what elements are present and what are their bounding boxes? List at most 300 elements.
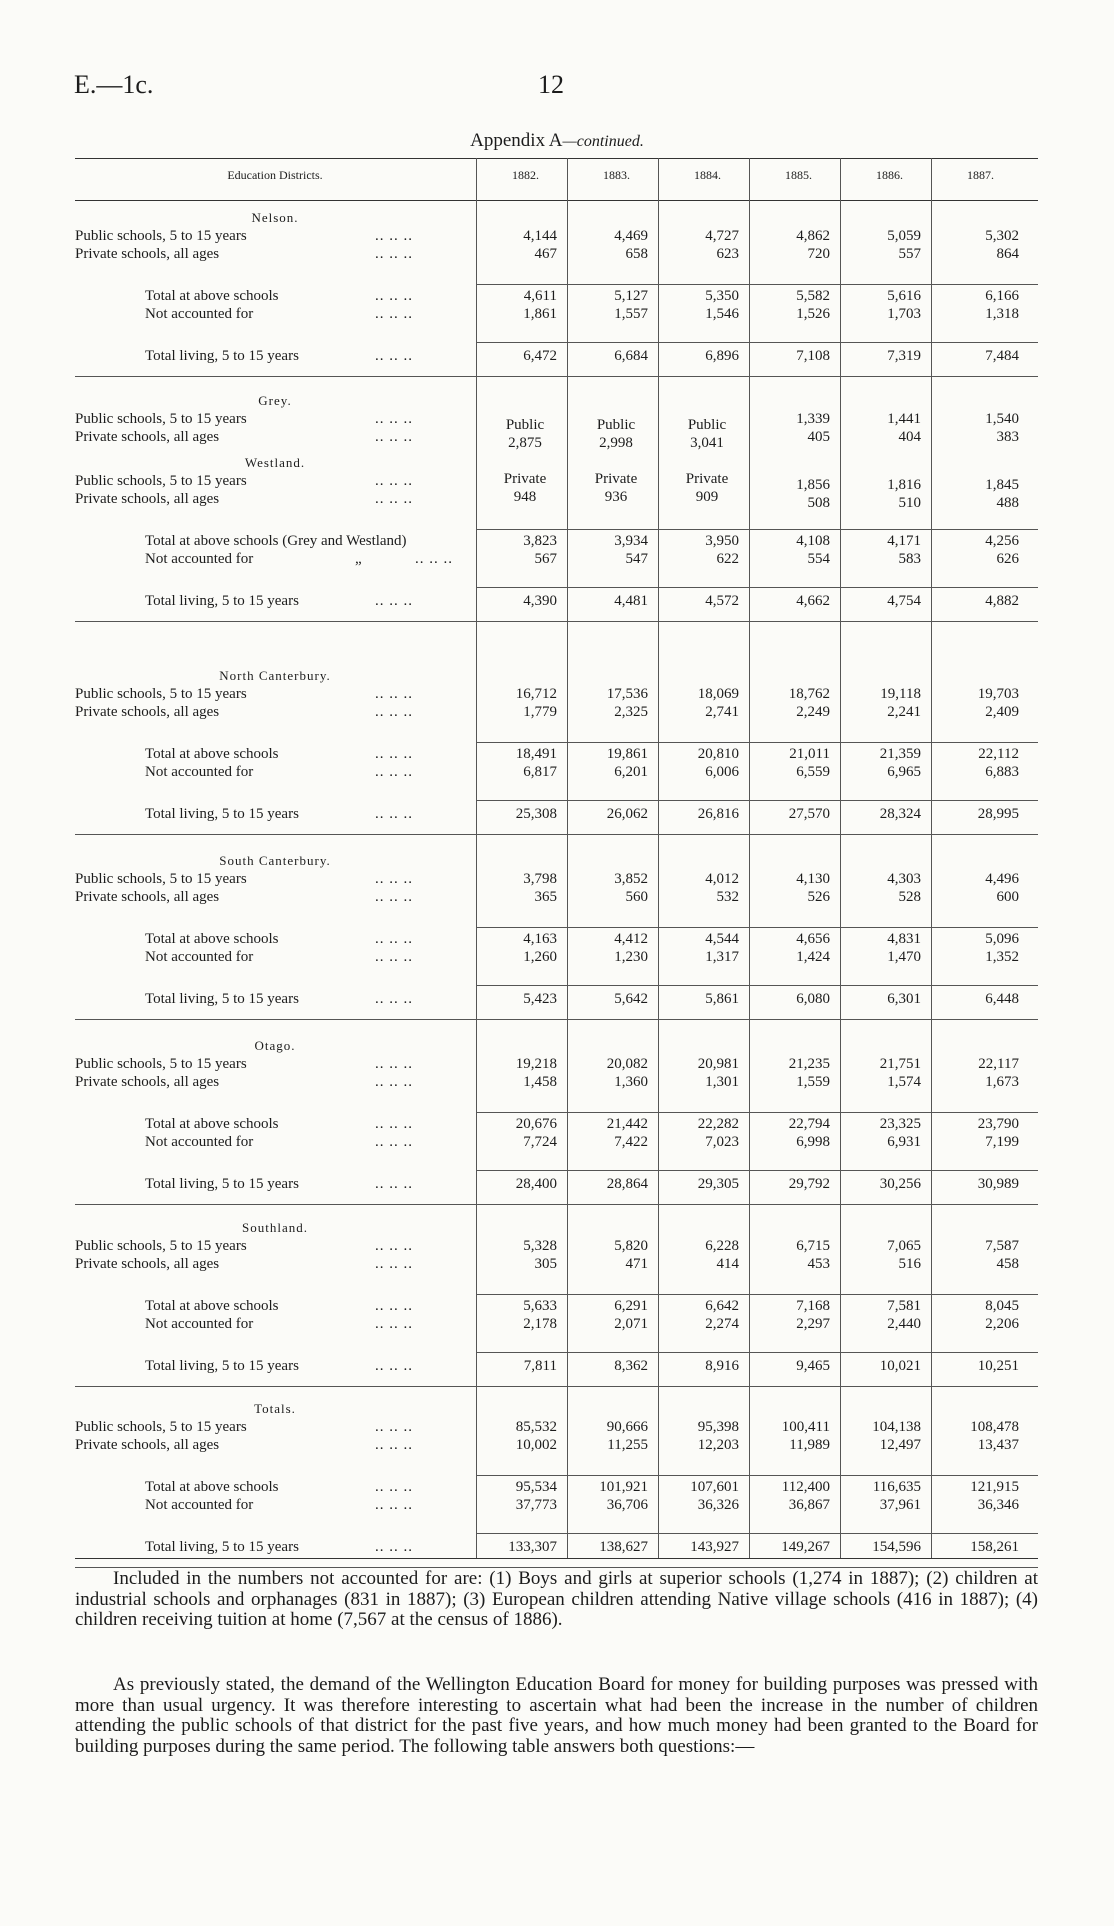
cell-value: 36,326 [697, 1497, 739, 1513]
leader-dots: .. .. .. [375, 1479, 413, 1495]
cell-value: 7,168 [796, 1298, 830, 1314]
cell-value: 4,882 [985, 593, 1019, 609]
cell-value: 20,082 [606, 1056, 648, 1072]
row-label-private: Private schools, all ages [75, 429, 220, 445]
cell-value: 154,596 [872, 1539, 921, 1555]
cell-value: 6,006 [705, 764, 739, 780]
row-label-living: Total living, 5 to 15 years [145, 1176, 299, 1192]
header-districts: Education Districts. [227, 168, 323, 182]
cell-value: 107,601 [690, 1479, 739, 1495]
cell-value: 5,633 [523, 1298, 557, 1314]
cell-value: 2,178 [523, 1316, 557, 1332]
row-label-public: Public schools, 5 to 15 years [75, 871, 247, 887]
cell-value: 4,130 [796, 871, 830, 887]
cell-value: 1,574 [887, 1074, 921, 1090]
leader-dots: .. .. .. [375, 1134, 413, 1150]
cell-value: 95,398 [697, 1419, 739, 1435]
cell-value: 1,470 [887, 949, 921, 965]
cell-value: 7,065 [887, 1238, 921, 1254]
cell-value: 13,437 [977, 1437, 1019, 1453]
section-bottom-line [75, 1019, 1038, 1020]
cell-value: 3,950 [705, 533, 739, 549]
cell-value: 36,867 [788, 1497, 830, 1513]
row-label-not-accounted: Not accounted for [145, 1497, 254, 1513]
cell-value: 7,319 [887, 348, 921, 364]
leader-dots: .. .. .. [375, 288, 413, 304]
cell-value: 27,570 [788, 806, 830, 822]
cell-value: 18,069 [697, 686, 739, 702]
combined-public-value: 2,998 [599, 435, 633, 451]
row-label-private: Private schools, all ages [75, 1256, 220, 1272]
section-heading: Otago. [254, 1038, 296, 1053]
section-bottom-line [75, 376, 1038, 377]
cell-value: 6,301 [887, 991, 921, 1007]
column-line [840, 158, 841, 1558]
cell-value: 6,228 [705, 1238, 739, 1254]
cell-value: 23,790 [977, 1116, 1019, 1132]
column-line [476, 158, 477, 1558]
cell-value: 28,400 [515, 1176, 557, 1192]
living-line [476, 1533, 1038, 1534]
column-line [658, 158, 659, 1558]
subtotal-line [476, 529, 1038, 530]
leader-dots: .. .. .. [375, 1176, 413, 1192]
cell-value: 5,642 [614, 991, 648, 1007]
cell-value: 22,112 [978, 746, 1019, 762]
cell-value: 22,282 [697, 1116, 739, 1132]
cell-value: 1,441 [887, 411, 921, 427]
leader-dots: .. .. .. [375, 871, 413, 887]
row-label-private: Private schools, all ages [75, 1074, 220, 1090]
leader-dots: .. .. .. [375, 1056, 413, 1072]
cell-value: 95,534 [515, 1479, 557, 1495]
leader-dots: .. .. .. [375, 306, 413, 322]
cell-value: 158,261 [970, 1539, 1019, 1555]
cell-value: 101,921 [599, 1479, 648, 1495]
cell-value: 5,302 [985, 228, 1019, 244]
leader-dots: .. .. .. [375, 491, 413, 507]
cell-value: 1,540 [985, 411, 1019, 427]
cell-value: 8,362 [614, 1358, 648, 1374]
leader-dots: .. .. .. [375, 348, 413, 364]
row-label-public: Public schools, 5 to 15 years [75, 228, 247, 244]
table-bottom-rule [75, 1558, 1038, 1559]
row-label-total: Total at above schools [145, 1116, 279, 1132]
cell-value: 8,045 [985, 1298, 1019, 1314]
row-label-private: Private schools, all ages [75, 1437, 220, 1453]
cell-value: 365 [534, 889, 557, 905]
cell-value: 528 [898, 889, 921, 905]
body-paragraph: As previously stated, the demand of the Wellington Education Board for money for building purposes was pressed with more than usual urgency. It was therefore interesting to ascertain what had been the increase in the number of children attending the public schools of that district for the past five years, and how much money had been granted to the Board for building purposes during the same period. The following table answers both questions:— [75, 1674, 1038, 1757]
cell-value: 1,845 [985, 477, 1019, 493]
cell-value: 6,080 [796, 991, 830, 1007]
cell-value: 36,706 [606, 1497, 648, 1513]
cell-value: 6,817 [523, 764, 557, 780]
cell-value: 4,727 [705, 228, 739, 244]
row-label-private: Private schools, all ages [75, 246, 220, 262]
cell-value: 20,810 [697, 746, 739, 762]
leader-dots: .. .. .. [375, 1316, 413, 1332]
leader-dots: .. .. .. [375, 1256, 413, 1272]
cell-value: 26,062 [606, 806, 648, 822]
leader-dots: .. .. .. [375, 1238, 413, 1254]
cell-value: 305 [534, 1256, 557, 1272]
ditto-mark: „ [355, 551, 363, 567]
combined-public-word: Public [687, 417, 727, 433]
cell-value: 1,458 [523, 1074, 557, 1090]
leader-dots: .. .. .. [375, 1539, 413, 1555]
living-line [476, 342, 1038, 343]
leader-dots: .. .. .. [375, 1437, 413, 1453]
subtotal-line [476, 1294, 1038, 1295]
cell-value: 7,811 [523, 1358, 557, 1374]
row-label-not-accounted: Not accounted for [145, 551, 254, 567]
cell-value: 133,307 [508, 1539, 557, 1555]
row-label-public: Public schools, 5 to 15 years [75, 686, 247, 702]
cell-value: 864 [996, 246, 1019, 262]
cell-value: 6,965 [887, 764, 921, 780]
combined-private-word: Private [685, 471, 729, 487]
header-year: 1887. [967, 168, 994, 182]
section-bottom-line [75, 621, 1038, 622]
leader-dots: .. .. .. [375, 704, 413, 720]
row-label-total-grey-westland: Total at above schools (Grey and Westland) [145, 533, 407, 549]
cell-value: 5,423 [523, 991, 557, 1007]
cell-value: 1,673 [985, 1074, 1019, 1090]
cell-value: 1,856 [796, 477, 830, 493]
cell-value: 4,390 [523, 593, 557, 609]
living-line [476, 1352, 1038, 1353]
row-label-not-accounted: Not accounted for [145, 306, 254, 322]
subtotal-line [476, 284, 1038, 285]
subtotal-line [476, 1475, 1038, 1476]
cell-value: 90,666 [606, 1419, 648, 1435]
cell-value: 414 [716, 1256, 739, 1272]
cell-value: 2,249 [796, 704, 830, 720]
leader-dots: .. .. .. [375, 949, 413, 965]
row-label-not-accounted: Not accounted for [145, 949, 254, 965]
cell-value: 510 [898, 495, 921, 511]
row-label-public: Public schools, 5 to 15 years [75, 1056, 247, 1072]
cell-value: 5,328 [523, 1238, 557, 1254]
leader-dots: .. .. .. [375, 246, 413, 262]
header-year: 1886. [876, 168, 903, 182]
cell-value: 6,684 [614, 348, 648, 364]
section-heading-westland: Westland. [244, 455, 306, 470]
cell-value: 720 [807, 246, 830, 262]
cell-value: 19,703 [977, 686, 1019, 702]
row-label-total: Total at above schools [145, 288, 279, 304]
cell-value: 4,012 [705, 871, 739, 887]
leader-dots: .. .. .. [415, 551, 453, 567]
cell-value: 22,117 [978, 1056, 1019, 1072]
row-label-total: Total at above schools [145, 746, 279, 762]
cell-value: 7,023 [705, 1134, 739, 1150]
cell-value: 10,021 [879, 1358, 921, 1374]
cell-value: 11,989 [789, 1437, 830, 1453]
appendix-title [0, 130, 1114, 152]
cell-value: 7,422 [614, 1134, 648, 1150]
cell-value: 467 [534, 246, 557, 262]
cell-value: 108,478 [970, 1419, 1019, 1435]
cell-value: 29,792 [788, 1176, 830, 1192]
cell-value: 11,255 [607, 1437, 648, 1453]
cell-value: 25,308 [515, 806, 557, 822]
header-year: 1884. [694, 168, 721, 182]
row-label-living: Total living, 5 to 15 years [145, 1539, 299, 1555]
cell-value: 6,998 [796, 1134, 830, 1150]
cell-value: 18,762 [788, 686, 830, 702]
cell-value: 37,773 [515, 1497, 557, 1513]
combined-public-word: Public [505, 417, 545, 433]
cell-value: 6,291 [614, 1298, 648, 1314]
leader-dots: .. .. .. [375, 473, 413, 489]
cell-value: 10,002 [515, 1437, 557, 1453]
leader-dots: .. .. .. [375, 1116, 413, 1132]
cell-value: 7,587 [985, 1238, 1019, 1254]
cell-value: 1,260 [523, 949, 557, 965]
leader-dots: .. .. .. [375, 429, 413, 445]
column-line [567, 158, 568, 1558]
cell-value: 21,751 [879, 1056, 921, 1072]
row-label-living: Total living, 5 to 15 years [145, 991, 299, 1007]
cell-value: 30,989 [977, 1176, 1019, 1192]
cell-value: 453 [807, 1256, 830, 1272]
cell-value: 5,616 [887, 288, 921, 304]
cell-value: 5,861 [705, 991, 739, 1007]
cell-value: 1,360 [614, 1074, 648, 1090]
leader-dots: .. .. .. [375, 764, 413, 780]
cell-value: 4,108 [796, 533, 830, 549]
row-label-total: Total at above schools [145, 1479, 279, 1495]
cell-value: 600 [996, 889, 1019, 905]
row-label-living: Total living, 5 to 15 years [145, 1358, 299, 1374]
cell-value: 2,297 [796, 1316, 830, 1332]
living-line [476, 1170, 1038, 1171]
cell-value: 143,927 [690, 1539, 739, 1555]
cell-value: 4,412 [614, 931, 648, 947]
leader-dots: .. .. .. [375, 1074, 413, 1090]
cell-value: 622 [716, 551, 739, 567]
cell-value: 623 [716, 246, 739, 262]
table-header-rule [75, 200, 1038, 201]
cell-value: 1,816 [887, 477, 921, 493]
cell-value: 2,071 [614, 1316, 648, 1332]
cell-value: 2,206 [985, 1316, 1019, 1332]
living-line [476, 800, 1038, 801]
cell-value: 2,241 [887, 704, 921, 720]
row-label-public: Public schools, 5 to 15 years [75, 473, 247, 489]
cell-value: 7,724 [523, 1134, 557, 1150]
cell-value: 6,642 [705, 1298, 739, 1314]
cell-value: 1,352 [985, 949, 1019, 965]
cell-value: 19,118 [880, 686, 921, 702]
cell-value: 4,862 [796, 228, 830, 244]
row-label-living: Total living, 5 to 15 years [145, 593, 299, 609]
cell-value: 12,203 [697, 1437, 739, 1453]
cell-value: 116,635 [872, 1479, 921, 1495]
row-label-private: Private schools, all ages [75, 889, 220, 905]
cell-value: 7,581 [887, 1298, 921, 1314]
cell-value: 4,256 [985, 533, 1019, 549]
cell-value: 37,961 [879, 1497, 921, 1513]
combined-private-value: 936 [604, 489, 628, 505]
cell-value: 626 [996, 551, 1019, 567]
leader-dots: .. .. .. [375, 686, 413, 702]
section-heading: Southland. [242, 1220, 308, 1235]
cell-value: 2,409 [985, 704, 1019, 720]
cell-value: 560 [625, 889, 648, 905]
living-line [476, 587, 1038, 588]
combined-public-value: 2,875 [508, 435, 542, 451]
cell-value: 2,274 [705, 1316, 739, 1332]
row-label-living: Total living, 5 to 15 years [145, 348, 299, 364]
cell-value: 508 [807, 495, 830, 511]
cell-value: 567 [534, 551, 557, 567]
row-label-private: Private schools, all ages [75, 491, 220, 507]
cell-value: 1,318 [985, 306, 1019, 322]
cell-value: 19,218 [515, 1056, 557, 1072]
leader-dots: .. .. .. [375, 411, 413, 427]
cell-value: 6,559 [796, 764, 830, 780]
cell-value: 138,627 [599, 1539, 648, 1555]
row-label-living: Total living, 5 to 15 years [145, 806, 299, 822]
living-line [476, 985, 1038, 986]
cell-value: 20,676 [515, 1116, 557, 1132]
cell-value: 5,127 [614, 288, 648, 304]
appendix-continued: —continued. [562, 133, 644, 150]
cell-value: 3,934 [614, 533, 648, 549]
cell-value: 4,656 [796, 931, 830, 947]
row-label-public: Public schools, 5 to 15 years [75, 1238, 247, 1254]
cell-value: 121,915 [970, 1479, 1019, 1495]
cell-value: 21,011 [789, 746, 830, 762]
cell-value: 4,611 [523, 288, 557, 304]
leader-dots: .. .. .. [375, 228, 413, 244]
column-line [749, 158, 750, 1558]
leader-dots: .. .. .. [375, 1419, 413, 1435]
cell-value: 383 [996, 429, 1019, 445]
section-heading: Totals. [254, 1401, 296, 1416]
cell-value: 26,816 [697, 806, 739, 822]
cell-value: 6,166 [985, 288, 1019, 304]
leader-dots: .. .. .. [375, 806, 413, 822]
cell-value: 4,662 [796, 593, 830, 609]
cell-value: 516 [898, 1256, 921, 1272]
cell-value: 1,703 [887, 306, 921, 322]
cell-value: 5,059 [887, 228, 921, 244]
cell-value: 4,754 [887, 593, 921, 609]
cell-value: 85,532 [515, 1419, 557, 1435]
cell-value: 658 [625, 246, 648, 262]
cell-value: 583 [898, 551, 921, 567]
cell-value: 1,861 [523, 306, 557, 322]
cell-value: 30,256 [879, 1176, 921, 1192]
cell-value: 1,230 [614, 949, 648, 965]
cell-value: 1,546 [705, 306, 739, 322]
cell-value: 4,572 [705, 593, 739, 609]
cell-value: 4,303 [887, 871, 921, 887]
cell-value: 21,359 [879, 746, 921, 762]
combined-public-value: 3,041 [690, 435, 724, 451]
cell-value: 8,916 [705, 1358, 739, 1374]
cell-value: 1,317 [705, 949, 739, 965]
cell-value: 5,350 [705, 288, 739, 304]
cell-value: 526 [807, 889, 830, 905]
cell-value: 6,448 [985, 991, 1019, 1007]
cell-value: 9,465 [796, 1358, 830, 1374]
leader-dots: .. .. .. [375, 991, 413, 1007]
header-year: 1885. [785, 168, 812, 182]
cell-value: 532 [716, 889, 739, 905]
cell-value: 22,794 [788, 1116, 830, 1132]
cell-value: 1,301 [705, 1074, 739, 1090]
cell-value: 21,235 [788, 1056, 830, 1072]
cell-value: 1,557 [614, 306, 648, 322]
row-label-total: Total at above schools [145, 1298, 279, 1314]
cell-value: 4,469 [614, 228, 648, 244]
cell-value: 112,400 [781, 1479, 830, 1495]
cell-value: 1,339 [796, 411, 830, 427]
cell-value: 28,324 [879, 806, 921, 822]
appendix-title-text: Appendix A [470, 130, 563, 151]
cell-value: 20,981 [697, 1056, 739, 1072]
combined-private-value: 909 [695, 489, 719, 505]
cell-value: 1,779 [523, 704, 557, 720]
subtotal-line [476, 927, 1038, 928]
cell-value: 12,497 [879, 1437, 921, 1453]
leader-dots: .. .. .. [375, 593, 413, 609]
footnote-paragraph: Included in the numbers not accounted for are: (1) Boys and girls at superior schools (1,274 in 1887); (2) children at industrial schools and orphanages (831 in 1887); (3) European children attending Native village schools (416 in 1887); (4) children receiving tuition at home (7,567 at the census of 1886). [75, 1568, 1038, 1630]
cell-value: 4,171 [887, 533, 921, 549]
cell-value: 1,559 [796, 1074, 830, 1090]
cell-value: 18,491 [515, 746, 557, 762]
cell-value: 7,484 [985, 348, 1019, 364]
cell-value: 2,325 [614, 704, 648, 720]
cell-value: 3,852 [614, 871, 648, 887]
cell-value: 7,108 [796, 348, 830, 364]
cell-value: 17,536 [606, 686, 648, 702]
cell-value: 19,861 [606, 746, 648, 762]
cell-value: 4,163 [523, 931, 557, 947]
cell-value: 2,440 [887, 1316, 921, 1332]
cell-value: 4,144 [523, 228, 557, 244]
cell-value: 5,096 [985, 931, 1019, 947]
row-label-public: Public schools, 5 to 15 years [75, 411, 247, 427]
document-code: E.—1c. [74, 70, 154, 99]
row-label-public: Public schools, 5 to 15 years [75, 1419, 247, 1435]
section-bottom-line [75, 1204, 1038, 1205]
section-heading: North Canterbury. [219, 668, 331, 683]
combined-private-value: 948 [513, 489, 537, 505]
cell-value: 4,481 [614, 593, 648, 609]
section-heading: South Canterbury. [219, 853, 331, 868]
cell-value: 3,823 [523, 533, 557, 549]
cell-value: 4,544 [705, 931, 739, 947]
cell-value: 28,995 [977, 806, 1019, 822]
cell-value: 10,251 [977, 1358, 1019, 1374]
cell-value: 28,864 [606, 1176, 648, 1192]
leader-dots: .. .. .. [375, 746, 413, 762]
cell-value: 16,712 [515, 686, 557, 702]
section-heading: Nelson. [251, 210, 299, 225]
section-heading-grey: Grey. [258, 393, 292, 408]
cell-value: 4,831 [887, 931, 921, 947]
cell-value: 7,199 [985, 1134, 1019, 1150]
section-bottom-line [75, 834, 1038, 835]
combined-private-word: Private [594, 471, 638, 487]
cell-value: 3,798 [523, 871, 557, 887]
